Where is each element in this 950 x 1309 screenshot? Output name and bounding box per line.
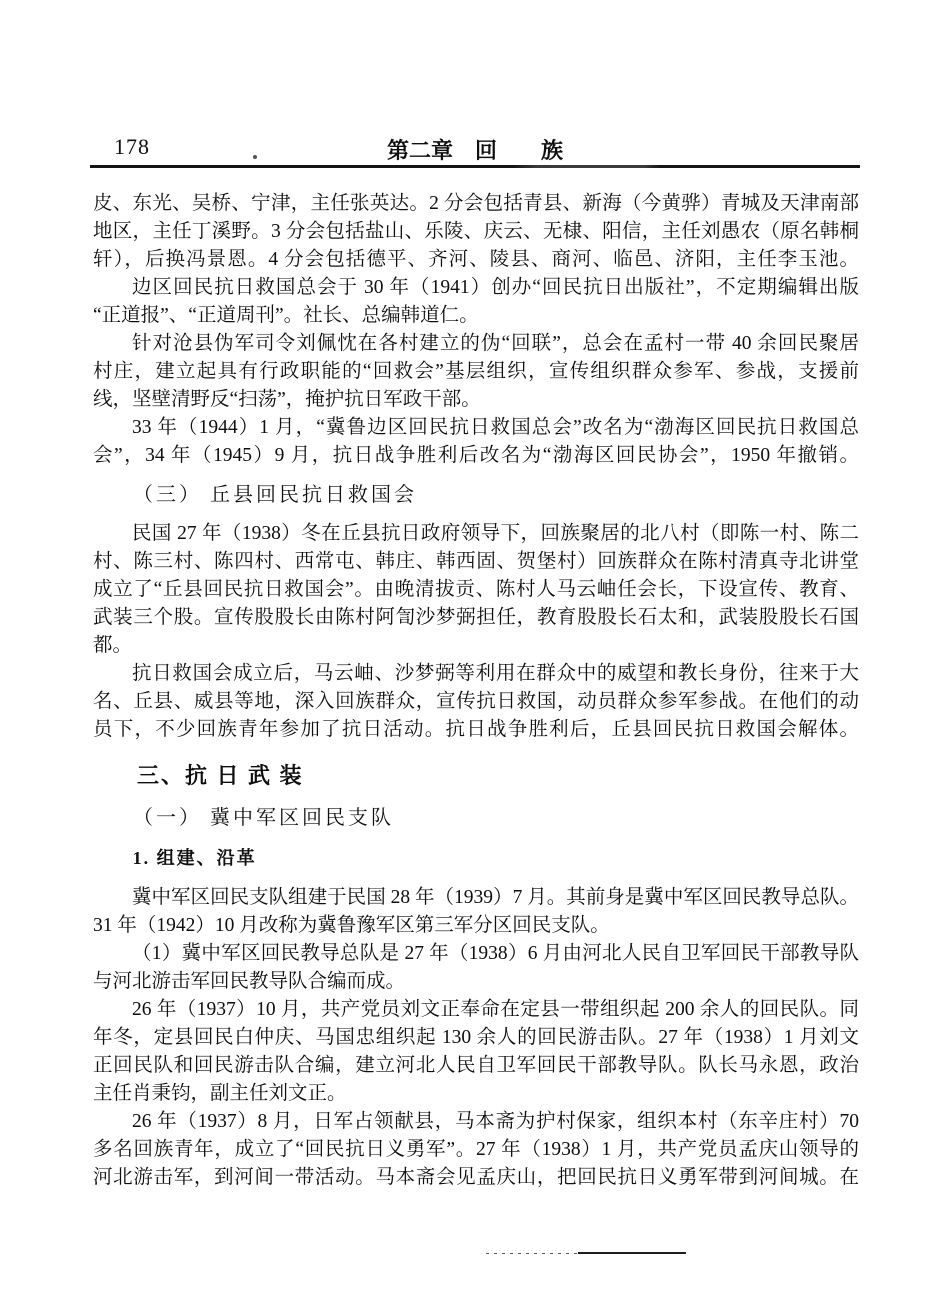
body-text-line: 武装三个股。宣传股股长由陈村阿訇沙梦弼担任，教育股股长石太和，武装股股长石国: [93, 607, 859, 628]
chapter-title: 第二章 回 族: [386, 138, 563, 163]
body-text-line: 冀中军区回民支队组建于民国 28 年（1939）7 月。其前身是冀中军区回民教导总队。: [132, 887, 859, 908]
body-text-line: 31 年（1942）10 月改称为冀鲁豫军区第三军分区回民支队。: [93, 915, 610, 936]
body-text-line: 26 年（1937）10 月，共产党员刘文正奉命在定县一带组织起 200 余人的回民队。同: [132, 999, 859, 1020]
body-text-line: 26 年（1937）8 月，日军占领献县，马本斋为护村保家，组织本村（东辛庄村）70: [132, 1111, 859, 1132]
body-text-line: （1）冀中军区回民教导总队是 27 年（1938）6 月由河北人民自卫军回民干部教导队: [132, 943, 859, 964]
page-number: 178: [114, 134, 150, 159]
body-text-line: 村、陈三村、陈四村、西常屯、韩庄、韩西固、贺堡村）回族群众在陈村清真寺北讲堂: [93, 551, 859, 572]
section-heading: 三、抗 日 武 装: [137, 763, 304, 788]
body-text-line: 都。: [93, 635, 133, 656]
page-body: [93, 190, 859, 1192]
scan-speck: [253, 155, 257, 159]
body-text-line: 33 年（1944）1 月，“冀鲁边区回民抗日救国总会”改名为“渤海区回民抗日救国总: [132, 417, 859, 438]
subsection-heading: （一） 冀中军区回民支队: [133, 807, 394, 829]
header-rule: [90, 165, 860, 168]
body-text-line: 民国 27 年（1938）冬在丘县抗日政府领导下，回族聚居的北八村（即陈一村、陈二: [132, 523, 859, 544]
body-text-line: 轩），后换冯景恩。4 分会包括德平、齐河、陵县、商河、临邑、济阳，主任李玉池。: [93, 249, 859, 270]
body-text-line: 主任肖秉钧，副主任刘文正。: [93, 1083, 347, 1104]
body-text-line: 皮、东光、吴桥、宁津，主任张英达。2 分会包括青县、新海（今黄骅）青城及天津南部: [93, 193, 859, 214]
body-text-line: 员下，不少回族青年参加了抗日活动。抗日战争胜利后，丘县回民抗日救国会解体。: [93, 719, 859, 740]
body-text-line: 地区，主任丁溪野。3 分会包括盐山、乐陵、庆云、无棣、阳信，主任刘愚农（原名韩桐: [93, 221, 859, 242]
body-text-line: 村庄，建立起具有行政职能的“回救会”基层组织，宣传组织群众参军、参战，支援前: [93, 361, 859, 382]
body-text-line: “正道报”、“正道周刊”。社长、总编韩道仁。: [93, 305, 479, 326]
body-text-line: 正回民队和回民游击队合编，建立河北人民自卫军回民干部教导队。队长马永恩，政治: [93, 1055, 859, 1076]
body-text-line: 抗日救国会成立后，马云岫、沙梦弼等利用在群众中的威望和教长身份，往来于大: [132, 663, 859, 684]
body-text-line: 年冬，定县回民白仲庆、马国忠组织起 130 余人的回民游击队。27 年（1938）1 月刘文: [93, 1027, 859, 1048]
body-text-line: 边区回民抗日救国总会于 30 年（1941）创办“回民抗日出版社”，不定期编辑出版: [132, 277, 859, 298]
scan-artifact-dotted-line: [486, 1253, 582, 1254]
body-text-line: 河北游击军，到河间一带活动。马本斋会见孟庆山，把回民抗日义勇军带到河间城。在: [93, 1167, 859, 1188]
scan-artifact-solid-line: [578, 1252, 686, 1254]
body-text-line: 多名回族青年，成立了“回民抗日义勇军”。27 年（1938）1 月，共产党员孟庆山领导的: [93, 1139, 859, 1160]
body-text-line: 成立了“丘县回民抗日救国会”。由晚清拔贡、陈村人马云岫任会长，下设宣传、教育、: [93, 579, 859, 600]
body-text-line: 会”，34 年（1945）9 月，抗日战争胜利后改名为“渤海区回民协会”，1950 年撤销。: [93, 445, 859, 466]
body-text-line: 针对沧县伪军司令刘佩忱在各村建立的伪“回联”，总会在孟村一带 40 余回民聚居: [132, 333, 859, 354]
clause-heading: 1. 组建、沿革: [132, 848, 257, 868]
body-text-line: 名、丘县、威县等地，深入回族群众，宣传抗日救国，动员群众参军参战。在他们的动: [93, 691, 859, 712]
subsection-heading: （三） 丘县回民抗日救国会: [133, 484, 417, 506]
body-text-line: 与河北游击军回民教导队合编而成。: [93, 971, 406, 992]
body-text-line: 线，坚壁清野反“扫荡”，掩护抗日军政干部。: [93, 389, 481, 410]
